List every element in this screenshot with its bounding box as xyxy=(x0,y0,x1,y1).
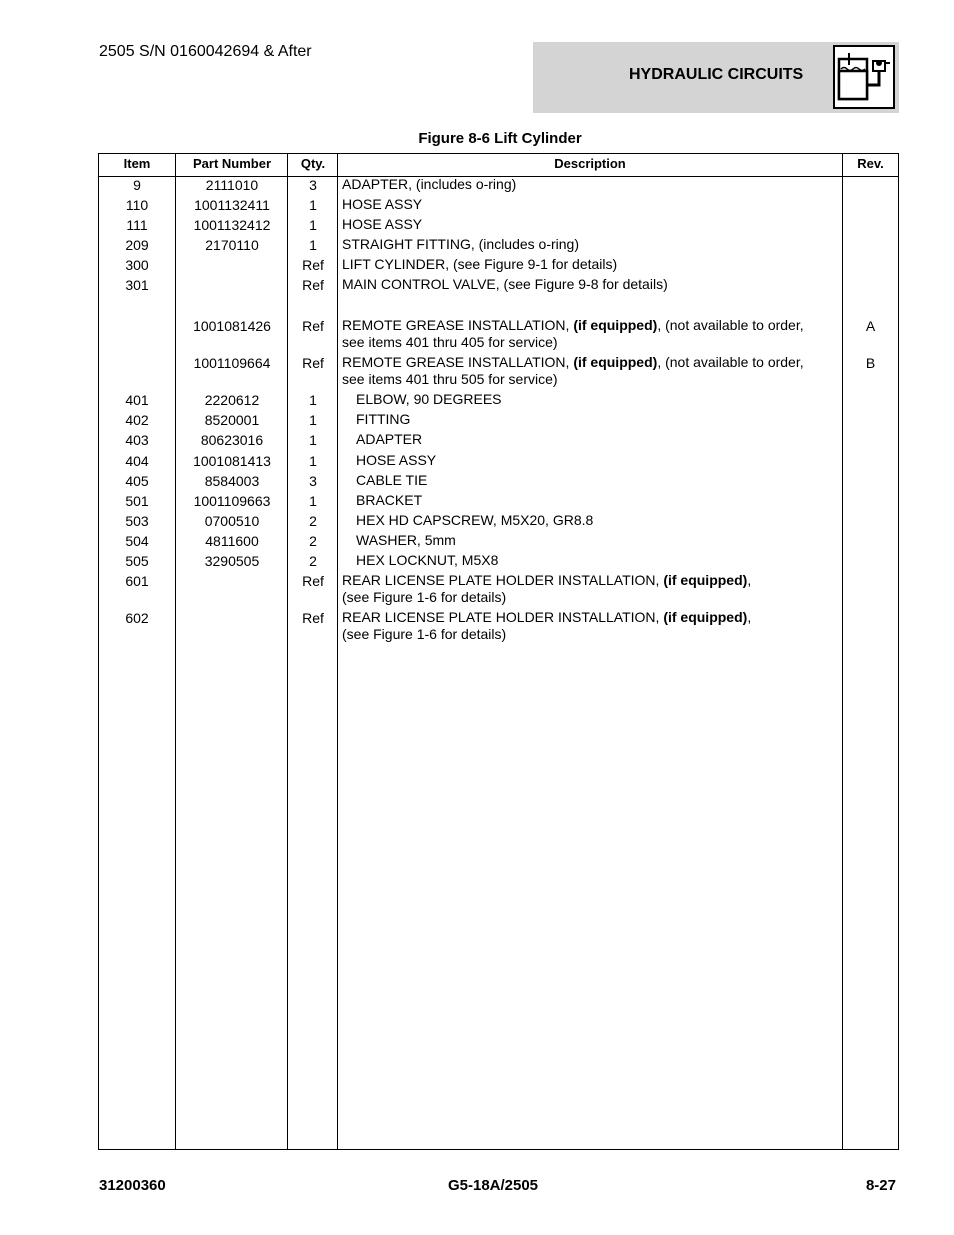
item-cell: 401 xyxy=(125,392,149,408)
part-number-cell: 2170110 xyxy=(205,237,259,253)
description-cell: HEX LOCKNUT, M5X8 xyxy=(356,552,499,568)
part-number-cell: 3290505 xyxy=(204,553,260,569)
qty-cell: 2 xyxy=(309,553,317,569)
part-number-cell: 80623016 xyxy=(200,432,264,448)
doc-title: 2505 S/N 0160042694 & After xyxy=(99,43,312,60)
part-number-cell: 4811600 xyxy=(205,533,259,549)
section-title: HYDRAULIC CIRCUITS xyxy=(629,66,804,83)
description-cell: HOSE ASSY xyxy=(342,216,423,232)
qty-cell: Ref xyxy=(302,277,324,293)
description-cell: WASHER, 5mm xyxy=(356,532,456,548)
item-cell: 402 xyxy=(125,412,149,428)
description-cell: HEX HD CAPSCREW, M5X20, GR8.8 xyxy=(356,512,594,528)
qty-cell: 3 xyxy=(309,473,317,489)
item-cell: 505 xyxy=(125,553,149,569)
item-cell: 301 xyxy=(125,277,149,293)
description-cell: BRACKET xyxy=(356,492,423,508)
qty-cell: 1 xyxy=(309,392,317,408)
description-cell: REAR LICENSE PLATE HOLDER INSTALLATION, (if equipped), (see Figure 1-6 for details) xyxy=(342,572,752,605)
qty-cell: 1 xyxy=(309,432,317,448)
qty-cell: 1 xyxy=(309,197,317,213)
item-cell: 501 xyxy=(125,493,149,509)
rev-cell: B xyxy=(865,355,876,371)
qty-cell: Ref xyxy=(302,318,324,334)
footer-page-number: 8-27 xyxy=(865,1177,896,1194)
part-number-cell: 1001132412 xyxy=(193,217,271,233)
parts-table xyxy=(98,153,899,1150)
part-number-cell: 2111010 xyxy=(205,177,259,193)
description-cell: REMOTE GREASE INSTALLATION, (if equipped), (not available to order, see items 401 thru 405 for service) xyxy=(342,317,804,350)
column-divider xyxy=(337,154,338,1149)
part-number-cell: 1001081413 xyxy=(193,453,271,469)
part-number-cell: 1001132411 xyxy=(194,197,270,213)
item-cell: 504 xyxy=(125,533,149,549)
item-cell: 602 xyxy=(125,610,149,626)
description-cell: STRAIGHT FITTING, (includes o-ring) xyxy=(342,236,580,252)
qty-cell: 1 xyxy=(309,453,317,469)
description-cell: FITTING xyxy=(356,411,411,427)
qty-cell: 1 xyxy=(309,493,317,509)
item-cell: 404 xyxy=(125,453,149,469)
item-cell: 601 xyxy=(125,573,149,589)
qty-cell: 1 xyxy=(309,237,317,253)
description-cell: ELBOW, 90 DEGREES xyxy=(356,391,502,407)
qty-cell: 3 xyxy=(309,177,317,193)
qty-cell: 2 xyxy=(309,513,317,529)
item-cell: 209 xyxy=(125,237,149,253)
part-number-cell: 8520001 xyxy=(204,412,260,428)
description-cell: CABLE TIE xyxy=(356,472,428,488)
qty-cell: Ref xyxy=(302,610,324,626)
header-description: Description xyxy=(554,156,626,171)
rev-cell: A xyxy=(865,318,876,334)
qty-cell: Ref xyxy=(302,355,324,371)
header-part-number: Part Number xyxy=(192,156,272,171)
qty-cell: Ref xyxy=(302,573,324,589)
part-number-cell: 0700510 xyxy=(204,513,260,529)
column-divider xyxy=(842,154,843,1149)
item-cell: 9 xyxy=(133,177,141,193)
description-cell: MAIN CONTROL VALVE, (see Figure 9-8 for details) xyxy=(342,276,668,292)
column-divider xyxy=(175,154,176,1149)
qty-cell: 2 xyxy=(309,533,317,549)
item-cell: 111 xyxy=(126,217,148,233)
description-cell: LIFT CYLINDER, (see Figure 9-1 for details) xyxy=(342,256,618,272)
header-rev: Rev. xyxy=(857,156,884,171)
description-cell: ADAPTER xyxy=(356,431,423,447)
column-divider xyxy=(287,154,288,1149)
part-number-cell: 1001109664 xyxy=(193,355,271,371)
description-cell: HOSE ASSY xyxy=(356,452,437,468)
part-number-cell: 1001109663 xyxy=(193,493,271,509)
footer-document-number: 31200360 xyxy=(99,1177,166,1194)
header-item: Item xyxy=(123,156,151,171)
footer-manual-code: G5-18A/2505 xyxy=(447,1177,539,1194)
item-cell: 503 xyxy=(125,513,149,529)
qty-cell: 1 xyxy=(309,217,317,233)
section-header xyxy=(533,42,899,113)
item-cell: 110 xyxy=(125,197,149,213)
qty-cell: Ref xyxy=(302,257,324,273)
figure-title: Figure 8-6 Lift Cylinder xyxy=(418,130,582,147)
qty-cell: 1 xyxy=(309,412,317,428)
item-cell: 300 xyxy=(125,257,149,273)
description-cell: REMOTE GREASE INSTALLATION, (if equipped), (not available to order, see items 401 thru 505 for service) xyxy=(342,354,804,387)
item-cell: 405 xyxy=(125,473,149,489)
part-number-cell: 1001081426 xyxy=(193,318,271,334)
description-cell: REAR LICENSE PLATE HOLDER INSTALLATION, (if equipped), (see Figure 1-6 for details) xyxy=(342,609,752,642)
part-number-cell: 8584003 xyxy=(204,473,260,489)
description-cell: ADAPTER, (includes o-ring) xyxy=(342,176,517,192)
header-qty: Qty. xyxy=(300,156,326,171)
item-cell: 403 xyxy=(125,432,149,448)
part-number-cell: 2220612 xyxy=(204,392,260,408)
description-cell: HOSE ASSY xyxy=(342,196,423,212)
hydraulic-reservoir-icon xyxy=(833,45,895,109)
